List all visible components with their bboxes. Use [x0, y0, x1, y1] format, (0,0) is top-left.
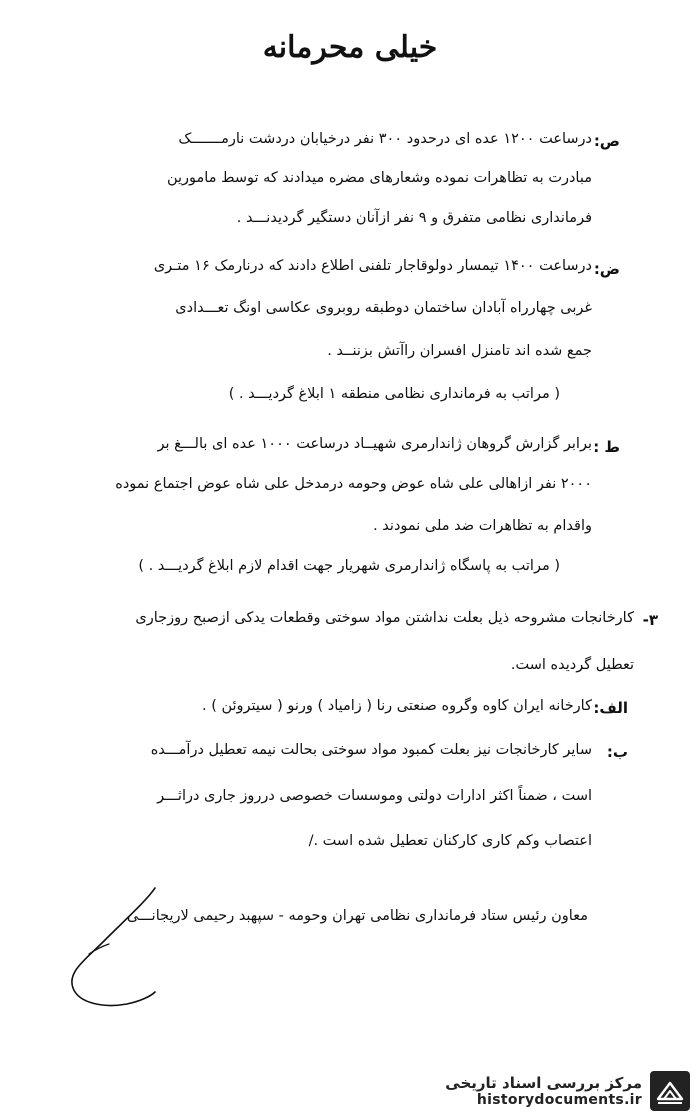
- watermark-url: historydocuments.ir: [476, 1092, 642, 1108]
- section-ta-line-1: برابر گزارش گروهان ژاندارمری شهیــاد درساعت ۱۰۰۰ عده ای بالـــغ بر: [157, 436, 592, 452]
- item-3-line-1: کارخانجات مشروحه ذیل بعلت نداشتن مواد سوختی وقطعات یدکی ازصبح روزجاری: [135, 610, 634, 626]
- section-sad-line-2: مبادرت به تظاهرات نموده وشعارهای مضره میدادند که توسط مامورین: [166, 170, 592, 186]
- section-ta-line-2: ۲۰۰۰ نفر ازاهالی علی شاه عوض وحومه درمدخل علی شاه عوض اجتماع نموده: [115, 476, 592, 492]
- section-be-line-2: است ، ضمناً اکثر ادارات دولتی وموسسات خصوصی درروز جاری دراثـــر: [157, 788, 592, 804]
- section-marker-sad: ص:: [593, 132, 620, 150]
- item-3-marker: ۳-: [642, 611, 658, 629]
- section-zad-line-2: غربی چهارراه آبادان ساختمان دوطبقه روبروی عکاسی اونگ تعـــدادی: [175, 300, 592, 316]
- section-marker-ta: ط :: [593, 438, 620, 456]
- section-sad-line-3: فرمانداری نظامی متفرق و ۹ نفر ازآنان دستگیر گردیدنـــد .: [236, 210, 592, 226]
- section-zad-line-3: جمع شده اند تامنزل افسران راآتش بزننــد .: [327, 343, 592, 359]
- watermark-text: [445, 1074, 642, 1108]
- item-3-line-2: تعطیل گردیده است.: [510, 657, 634, 673]
- archive-watermark: [445, 1071, 690, 1111]
- section-alef-line-1: کارخانه ایران کاوه وگروه صنعتی رنا ( زامیاد ) ورنو ( سیتروئن ) .: [202, 698, 592, 714]
- book-logo-icon: [650, 1071, 690, 1111]
- section-marker-zad: ض:: [593, 260, 620, 278]
- handwritten-signature: [55, 880, 165, 1020]
- section-zad-line-4: ( مراتب به فرمانداری نظامی منطقه ۱ ابلاغ گردیـــد . ): [228, 386, 560, 402]
- section-be-line-3: اعتصاب وکم کاری کارکنان تعطیل شده است ./: [308, 833, 592, 849]
- section-ta-line-4: ( مراتب به پاسگاه ژاندارمری شهریار جهت اقدام لازم ابلاغ گردیـــد . ): [138, 558, 560, 574]
- watermark-name: مرکز بررسی اسناد تاریخی: [445, 1074, 642, 1092]
- section-marker-alef: الف:: [593, 699, 628, 717]
- section-marker-be: ب:: [606, 743, 628, 761]
- signatory-title: معاون رئیس ستاد فرمانداری نظامی تهران وحومه - سپهبد رحیمی لاریجانـــی: [126, 908, 588, 924]
- section-ta-line-3: واقدام به تظاهرات ضد ملی نمودند .: [373, 518, 592, 534]
- document-title: خیلی محرمانه: [262, 30, 438, 65]
- section-be-line-1: سایر کارخانجات نیز بعلت کمبود مواد سوختی بحالت نیمه تعطیل درآمـــده: [150, 742, 592, 758]
- section-zad-line-1: درساعت ۱۴۰۰ تیمسار دولوقاجار تلفنی اطلاع دادند که درنارمک ۱۶ متـری: [153, 258, 592, 274]
- section-sad-line-1: درساعت ۱۲۰۰ عده ای درحدود ۳۰۰ نفر درخیابان دردشت نارمـــــــک: [178, 131, 592, 147]
